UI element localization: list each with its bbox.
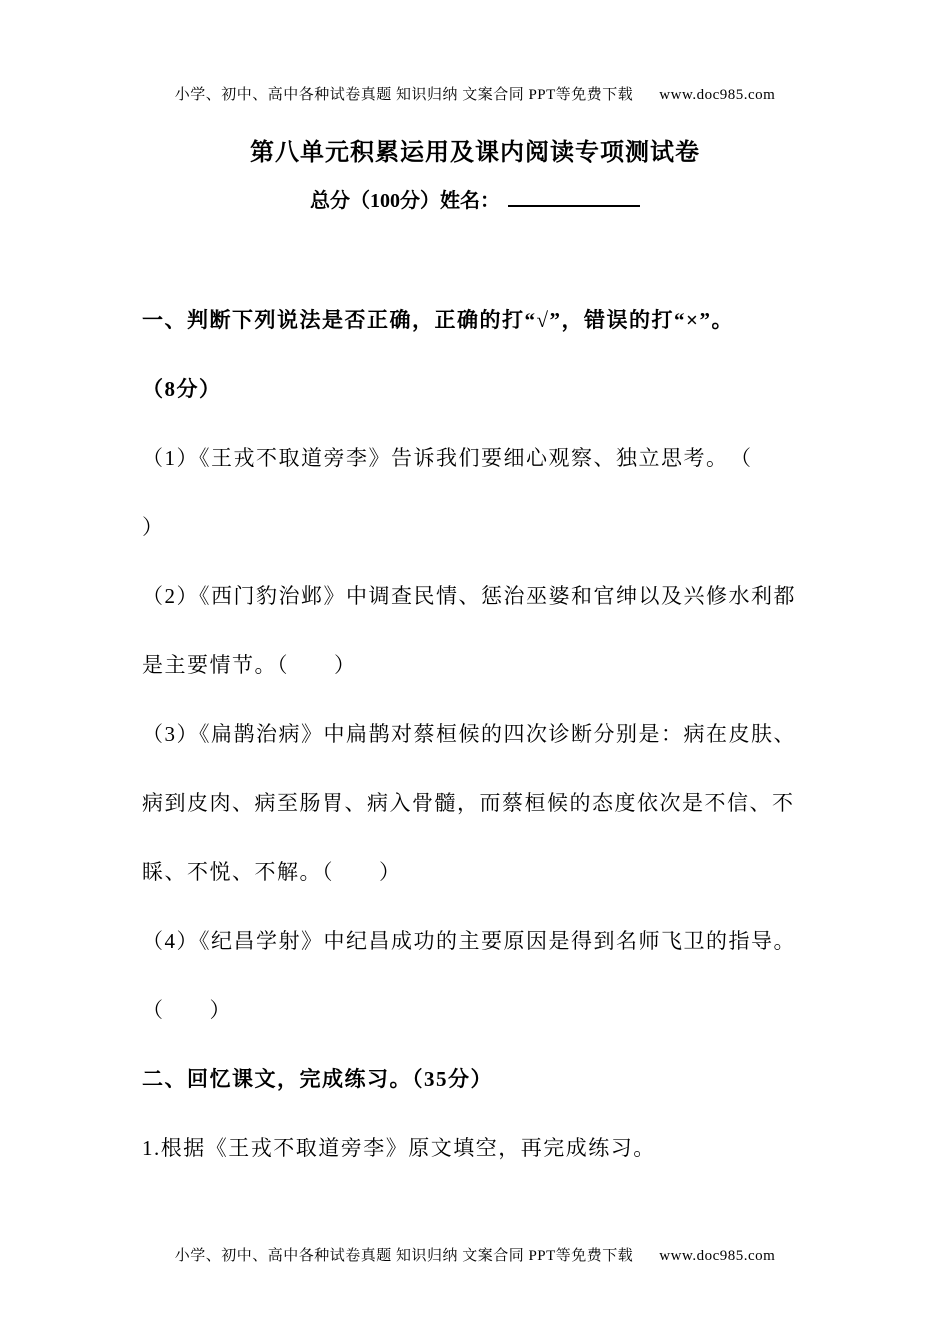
header-site-url: www.doc985.com bbox=[659, 87, 776, 103]
score-name-label: 总分（100分）姓名： bbox=[310, 190, 500, 212]
section-two-heading: 二、回忆课文，完成练习。（35分） bbox=[142, 1067, 493, 1091]
question-2-line-1: （2）《西门豹治邺》中调查民情、惩治巫婆和官绅以及兴修水利都 bbox=[142, 584, 796, 608]
header-promo-text: 小学、初中、高中各种试卷真题 知识归纳 文案合同 PPT等免费下载 bbox=[174, 87, 634, 103]
score-name-line bbox=[0, 184, 950, 213]
question-3-line-1: （3）《扁鹊治病》中扁鹊对蔡桓候的四次诊断分别是：病在皮肤、 bbox=[142, 722, 796, 746]
footer-promo-text: 小学、初中、高中各种试卷真题 知识归纳 文案合同 PPT等免费下载 bbox=[174, 1248, 634, 1264]
question-3-line-3: 睬、不悦、不解。（ ） bbox=[142, 860, 402, 884]
question-3-line-2: 病到皮肉、病至肠胃、病入骨髓，而蔡桓候的态度依次是不信、不 bbox=[142, 791, 795, 815]
section-two-exercise-1: 1.根据《王戎不取道旁李》原文填空，再完成练习。 bbox=[142, 1136, 656, 1160]
section-one-score: （8分） bbox=[142, 377, 222, 401]
section-one-heading: 一、判断下列说法是否正确，正确的打“√”，错误的打“×”。 bbox=[142, 308, 734, 332]
question-2-line-2: 是主要情节。（ ） bbox=[142, 653, 357, 677]
question-1-line-1: （1）《王戎不取道旁李》告诉我们要细心观察、独立思考。 （ bbox=[142, 446, 753, 470]
document-body bbox=[142, 286, 810, 1183]
question-4-line-1: （4）《纪昌学射》中纪昌成功的主要原因是得到名师飞卫的指导。 bbox=[142, 929, 796, 953]
question-1-line-2: ） bbox=[142, 515, 165, 539]
question-4-line-2: （ ） bbox=[142, 998, 232, 1022]
name-blank-underline bbox=[508, 185, 640, 207]
page-title: 第八单元积累运用及课内阅读专项测试卷 bbox=[250, 140, 700, 166]
page-header bbox=[0, 83, 950, 104]
footer-site-url: www.doc985.com bbox=[659, 1248, 776, 1264]
page-footer bbox=[0, 1244, 950, 1265]
